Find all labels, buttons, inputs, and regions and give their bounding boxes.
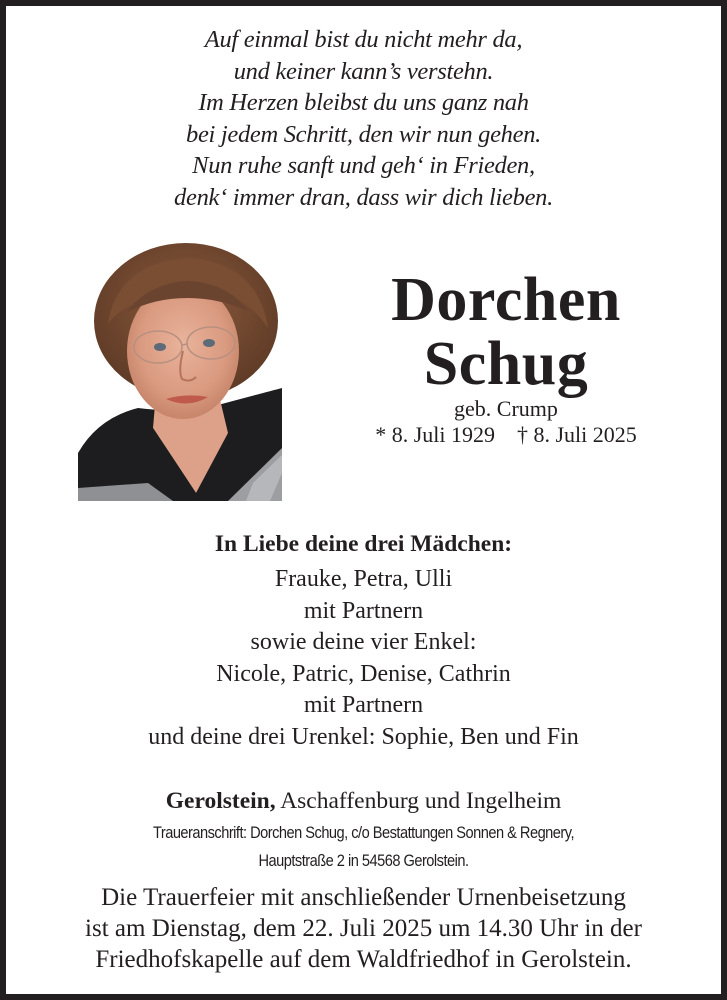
poem-line: und keiner kann’s verstehn.	[233, 57, 494, 85]
mourner-line: mit Partnern	[303, 597, 424, 624]
mourner-line: Nicole, Patric, Denise, Cathrin	[216, 660, 511, 687]
primary-place: Gerolstein,	[165, 788, 276, 814]
deceased-last-name: Schug	[423, 330, 589, 398]
mourner-line: sowie deine vier Enkel:	[250, 629, 477, 655]
mourners-heading: In Liebe deine drei Mädchen:	[214, 531, 513, 557]
deceased-portrait-photo	[78, 243, 282, 501]
poem-line: Auf einmal bist du nicht mehr da,	[204, 26, 523, 53]
poem-line: Im Herzen bleibst du uns ganz nah	[198, 89, 529, 116]
deceased-info	[326, 268, 686, 448]
other-places: Aschaffenburg und Ingelheim	[275, 788, 562, 814]
poem-line: bei jedem Schritt, den wir nun gehen.	[186, 120, 541, 148]
ceremony-line: ist am Dienstag, dem 22. Juli 2025 um 14.30 Uhr in der	[85, 915, 642, 942]
poem-line: Nun ruhe sanft und geh‘ in Frieden,	[192, 152, 535, 179]
condolence-address	[56, 819, 671, 875]
birth-name: geb. Crump	[454, 396, 558, 421]
life-dates	[326, 422, 686, 448]
deceased-first-name: Dorchen	[391, 266, 621, 334]
places-line	[6, 786, 721, 816]
memorial-poem	[6, 24, 721, 213]
birth-date: * 8. Juli 1929	[375, 422, 495, 447]
ceremony-line: Friedhofskapelle auf dem Waldfriedhof in Gerolstein.	[95, 946, 632, 973]
mourner-line: Frauke, Petra, Ulli	[274, 566, 453, 592]
address-line: Traueranschrift: Dorchen Schug, c/o Bestattungen Sonnen & Regnery,	[152, 823, 575, 842]
mourner-line: und deine drei Urenkel: Sophie, Ben und Fin	[148, 723, 579, 750]
ceremony-line: Die Trauerfeier mit anschließender Urnenbeisetzung	[101, 884, 626, 911]
mourners-list	[6, 528, 721, 753]
poem-line: denk‘ immer dran, dass wir dich lieben.	[174, 183, 553, 211]
address-line: Hauptstraße 2 in 54568 Gerolstein.	[258, 851, 469, 870]
death-date: † 8. Juli 2025	[517, 422, 637, 447]
funeral-ceremony-info	[6, 882, 721, 975]
mourner-line: mit Partnern	[303, 692, 424, 718]
portrait-image	[78, 243, 282, 501]
